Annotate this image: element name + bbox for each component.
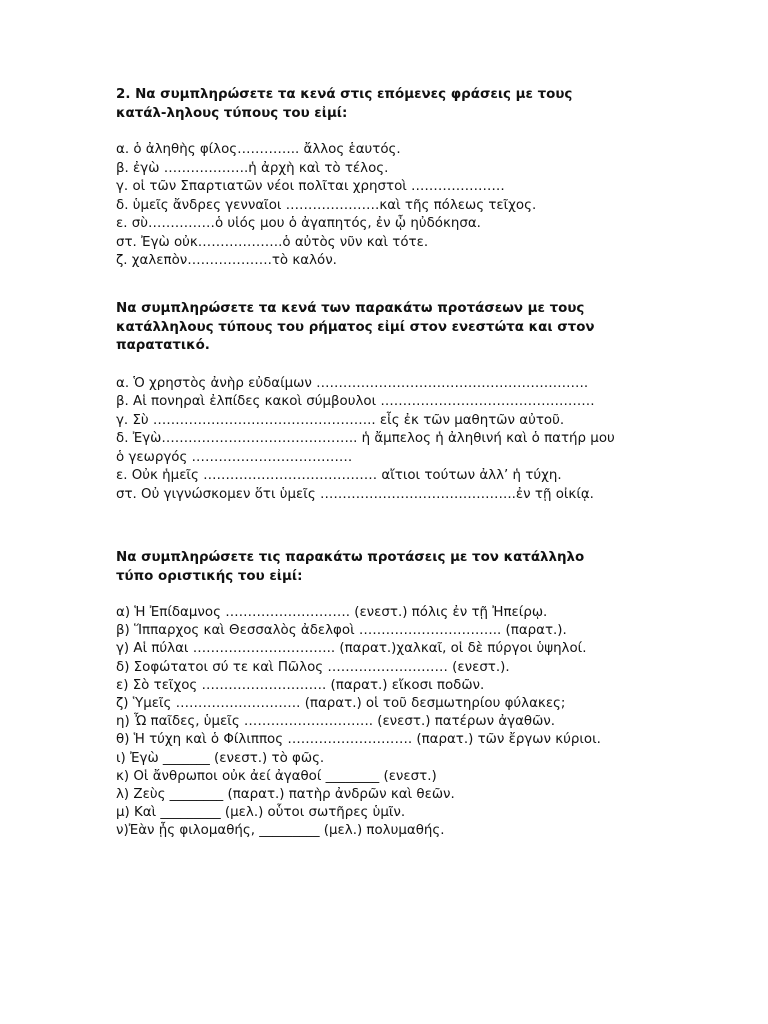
exercise-2-section <box>116 86 756 271</box>
heading-line: κατάλ-ληλους τύπους του εἰμί: <box>116 105 348 121</box>
exercise-item: β. Αἱ πονηραὶ ἐλπίδες κακοὶ σύμβουλοι ………………………………………… <box>116 394 595 409</box>
exercise-item: γ) Αἱ πύλαι ………………………….. (παρατ.)χαλκαῖ, οἱ δὲ πύργοι ὑψηλοί. <box>116 641 587 657</box>
exercise-item: στ. Ἐγὼ οὐκ……………….ὁ αὐτὸς νῦν καὶ τότε. <box>116 234 429 250</box>
heading-line: Να συμπληρώσετε τα κενά των παρακάτω προτάσεων με τους <box>116 301 585 316</box>
exercise-item: δ. ὑμεῖς ἄνδρες γενναῖοι …………………καὶ τῆς πόλεως τεῖχος. <box>116 197 537 213</box>
eimi-present-imperfect-section <box>116 300 756 504</box>
heading-line: τύπο οριστικής του εἰμί: <box>116 568 303 584</box>
exercise-item: γ. οἱ τῶν Σπαρτιατῶν νέοι πολῖται χρηστοὶ ………………… <box>116 179 505 194</box>
heading-line: παρατατικό. <box>116 338 210 353</box>
section-items <box>116 375 756 505</box>
exercise-item: ε) Σὸ τεῖχος ………………………. (παρατ.) εἴκοσι ποδῶν. <box>116 677 485 693</box>
exercise-item: ζ) Ὑμεῖς ………………………. (παρατ.) οἱ τοῦ δεσμωτηρίου φύλακες; <box>116 696 566 712</box>
exercise-item: ν)Ἐὰν ᾖς φιλομαθής, _________ (μελ.) πολυμαθής. <box>116 823 445 839</box>
exercise-item: ε. σὺ……………ὁ υἱός μου ὁ ἀγαπητός, ἐν ᾧ ηὐδόκησα. <box>116 216 481 231</box>
exercise-2-items <box>116 141 756 271</box>
exercise-item: μ) Καὶ _________ (μελ.) οὗτοι σωτῆρες ὑμῖν. <box>116 805 406 821</box>
exercise-item: στ. Οὐ γιγνώσκομεν ὅτι ὑμεῖς ……………………………………..ἐν τῇ οἰκίᾳ. <box>116 486 594 502</box>
heading-line: Να συμπληρώσετε τις παρακάτω προτάσεις με τον κατάλληλο <box>116 550 585 565</box>
exercise-item: γ. Σὺ ………………………………………….. εἷς ἐκ τῶν μαθητῶν αὐτοῦ. <box>116 412 565 428</box>
heading-line: 2. Να συμπληρώσετε τα κενά στις επόμενες φράσεις με τους <box>116 87 573 102</box>
eimi-indicative-section <box>116 549 756 841</box>
exercise-item: ε. Οὐκ ἡμεῖς ………………………………… αἴτιοι τούτων ἀλλ’ ἡ τύχη. <box>116 468 562 483</box>
exercise-item: α. Ὁ χρηστὸς ἀνὴρ εὐδαίμων ……………………………………………………. <box>116 375 589 391</box>
section-heading <box>116 549 756 586</box>
exercise-item: δ) Σοφώτατοι σύ τε καὶ Πῶλος ……………………… (ενεστ.). <box>116 659 510 675</box>
exercise-item: ζ. χαλεπὸν……………….τὸ καλόν. <box>116 253 337 268</box>
exercise-item: α) Ἡ Ἐπίδαμνος ………………………. (ενεστ.) πόλις ἐν τῇ Ἠπείρῳ. <box>116 605 548 620</box>
exercise-item: β) Ἵππαρχος καὶ Θεσσαλὸς ἀδελφοὶ ………………………….. (παρατ.). <box>116 623 567 639</box>
section-heading <box>116 300 756 356</box>
exercise-item: δ. Ἐγὼ…………………………………….. ἡ ἄμπελος ἡ ἀληθινή καὶ ὁ πατήρ μου <box>116 431 615 446</box>
section-items <box>116 604 756 841</box>
exercise-item: λ) Ζεὺς ________ (παρατ.) πατὴρ ἀνδρῶν καὶ θεῶν. <box>116 787 455 803</box>
exercise-item: θ) Ἡ τύχη καὶ ὁ Φίλιππος ………………………. (παρατ.) τῶν ἔργων κύριοι. <box>116 732 601 748</box>
heading-line: κατάλληλους τύπους του ρήματος εἰμί στον ενεστώτα και στον <box>116 319 595 335</box>
exercise-item: ι) Ἐγὼ _______ (ενεστ.) τὸ φῶς. <box>116 750 325 766</box>
exercise-item: η) Ὦ παῖδες, ὑμεῖς ……………………….. (ενεστ.) πατέρων ἀγαθῶν. <box>116 714 556 730</box>
exercise-2-heading <box>116 86 756 123</box>
exercise-item-continuation: ὁ γεωργός ……………………………… <box>116 449 353 465</box>
exercise-item: β. ἐγὼ ……………….ἡ ἀρχὴ καὶ τὸ τέλος. <box>116 160 389 176</box>
exercise-item: α. ὁ ἀληθὴς φίλος………….. ἄλλος ἑαυτός. <box>116 142 401 157</box>
exercise-item: κ) Οἱ ἄνθρωποι οὐκ ἀεί ἀγαθοί ________ (ενεστ.) <box>116 768 437 784</box>
